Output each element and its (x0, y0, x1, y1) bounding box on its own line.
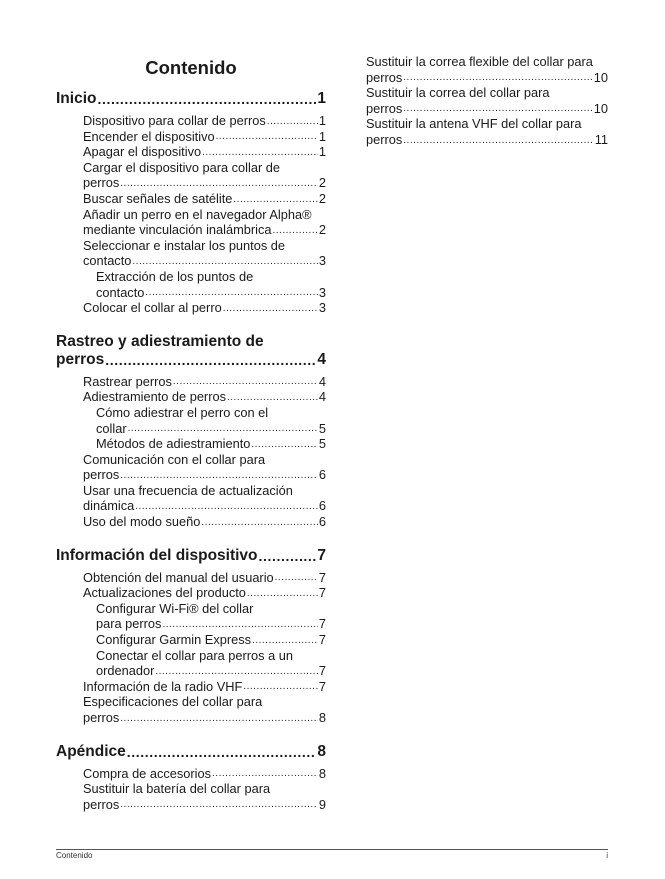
toc-entry-page: 10 (593, 100, 608, 116)
toc-entry[interactable] (83, 129, 326, 145)
toc-subentry[interactable] (96, 632, 326, 648)
dot-leader (223, 301, 318, 316)
dot-leader (267, 114, 318, 129)
toc-entry[interactable] (83, 679, 326, 695)
footer-divider (56, 849, 608, 850)
toc-entry-text: contacto (96, 284, 145, 300)
toc-entry-page: 6 (318, 498, 326, 514)
page-title: Contenido (145, 57, 237, 78)
toc-section-title: Inicio (56, 90, 97, 107)
dot-leader (403, 70, 592, 85)
toc-section-inicio (56, 90, 326, 316)
toc-entry-text-line1: Cargar el dispositivo para collar de (83, 159, 281, 175)
dot-leader (97, 91, 316, 108)
toc-entry[interactable] (83, 144, 326, 160)
dot-leader (251, 437, 318, 452)
toc-entry-text: para perros (96, 616, 162, 632)
toc-entry-text-line1: Conectar el collar para perros a un (96, 647, 294, 663)
toc-entry-text: Obtención del manual del usuario (83, 569, 274, 585)
toc-entry-text: perros (366, 131, 403, 147)
toc-entry-text-line1: Comunicación con el collar para (83, 451, 266, 467)
toc-entry[interactable] (83, 160, 326, 191)
toc-entry[interactable] (366, 54, 608, 85)
toc-left-column (56, 90, 326, 812)
dot-leader (105, 352, 316, 369)
dot-leader (247, 586, 318, 601)
toc-entry-page: 5 (318, 420, 326, 436)
toc-entry-page: 2 (318, 222, 326, 238)
toc-entry-page: 1 (318, 128, 326, 144)
toc-entry[interactable] (83, 452, 326, 483)
dot-leader (120, 176, 318, 191)
toc-entry-text: contacto (83, 253, 132, 269)
dot-leader (120, 468, 318, 483)
toc-entry-page: 8 (318, 710, 326, 725)
toc-section-title: perros (56, 350, 105, 368)
toc-subentry[interactable] (96, 601, 326, 632)
toc-entry[interactable] (83, 694, 326, 725)
toc-entry-text: perros (83, 796, 120, 812)
toc-entry-page: 3 (318, 284, 326, 300)
toc-entry-text: ordenador (96, 663, 155, 679)
dot-leader (173, 374, 318, 389)
dot-leader (403, 133, 593, 148)
toc-entry-page: 7 (318, 632, 326, 648)
toc-entry-page: 7 (318, 616, 326, 632)
dot-leader (120, 797, 318, 812)
dot-leader (201, 515, 317, 530)
toc-entry-text: Buscar señales de satélite (83, 190, 233, 206)
toc-entry[interactable] (83, 766, 326, 782)
dot-leader (155, 664, 318, 679)
toc-entry-text: Información de la radio VHF (83, 678, 243, 694)
toc-entry-text: Adiestramiento de perros (83, 389, 226, 405)
toc-entry-text-line1: Sustituir la correa del collar para (366, 85, 550, 101)
toc-entry-text-line1: Añadir un perro en el navegador Alpha® (83, 206, 312, 222)
dot-leader (233, 192, 317, 207)
toc-section-heading[interactable] (56, 90, 326, 108)
toc-section-rastreo (56, 333, 326, 530)
toc-entry-text: perros (83, 710, 120, 725)
toc-entry-page: 1 (318, 144, 326, 160)
toc-entry-page: 8 (318, 765, 326, 781)
toc-entry-text-line1: Usar una frecuencia de actualización (83, 482, 293, 498)
toc-subentry[interactable] (96, 648, 326, 679)
toc-entry-text: mediante vinculación inalámbrica (83, 222, 272, 238)
toc-section-title: Apéndice (56, 742, 126, 760)
toc-entry-text-line1: Sustituir la batería del collar para (83, 781, 271, 797)
toc-entry[interactable] (83, 781, 326, 812)
toc-entry-text: Rastrear perros (83, 373, 172, 389)
toc-subentry[interactable] (96, 436, 326, 452)
toc-entry-text: collar (96, 420, 127, 436)
toc-section-page: 8 (317, 742, 326, 760)
toc-section-informacion (56, 547, 326, 726)
toc-entry-text: Uso del modo sueño (83, 514, 201, 530)
dot-leader (216, 129, 318, 144)
dot-leader (403, 101, 592, 116)
toc-entry-page: 6 (318, 467, 326, 483)
toc-entry-page: 7 (318, 678, 326, 694)
footer-label: Contenido (56, 851, 93, 860)
dot-leader (252, 633, 318, 648)
toc-entry-page: 7 (318, 585, 326, 601)
dot-leader (212, 766, 318, 781)
toc-entry-page: 3 (318, 300, 326, 316)
toc-entry-page: 11 (594, 131, 608, 147)
toc-section-apendice (56, 743, 326, 813)
dot-leader (120, 711, 318, 726)
toc-section-page: 7 (317, 546, 326, 564)
toc-section-heading[interactable] (56, 351, 326, 369)
toc-entry-text-line1: Especificaciones del collar para (83, 694, 263, 710)
toc-entry-text-line1: Sustituir la antena VHF del collar para (366, 116, 582, 132)
toc-entry-page: 10 (593, 69, 608, 85)
toc-entry[interactable] (83, 585, 326, 601)
toc-entry[interactable] (83, 207, 326, 238)
dot-leader (162, 617, 317, 632)
toc-entry[interactable] (83, 374, 326, 390)
toc-entry[interactable] (83, 389, 326, 405)
toc-entry-text-line1: Configurar Wi‑Fi® del collar (96, 600, 254, 616)
toc-entry[interactable] (83, 514, 326, 530)
toc-entry-text-line1: Cómo adiestrar el perro con el (96, 404, 269, 420)
toc-entry-text: perros (83, 175, 120, 191)
toc-entry-text: perros (366, 69, 403, 85)
dot-leader (135, 499, 318, 514)
toc-entry[interactable] (83, 483, 326, 514)
toc-entry-page: 1 (318, 113, 326, 128)
toc-section-title-line1: Rastreo y adiestramiento de (56, 332, 264, 350)
toc-section-heading[interactable] (56, 743, 326, 761)
toc-entry-text: Compra de accesorios (83, 765, 212, 781)
toc-entry[interactable] (83, 113, 326, 129)
toc-entry-page: 4 (318, 389, 326, 405)
dot-leader (127, 744, 317, 761)
toc-entry-text-line1: Seleccionar e instalar los puntos de (83, 237, 286, 253)
toc-entry[interactable] (83, 570, 326, 586)
dot-leader (202, 145, 318, 160)
toc-entry-text: Métodos de adiestramiento (96, 436, 251, 452)
toc-entry-page: 7 (318, 663, 326, 679)
toc-entry-page: 2 (318, 190, 326, 206)
toc-entry-page: 5 (318, 436, 326, 452)
toc-right-column (366, 54, 608, 148)
toc-entry-page: 4 (318, 373, 326, 389)
toc-entry[interactable] (83, 300, 326, 316)
toc-entry-text: Dispositivo para collar de perros (83, 113, 266, 128)
toc-entry[interactable] (83, 191, 326, 207)
dot-leader (227, 390, 318, 405)
toc-entry-text: Apagar el dispositivo (83, 144, 202, 160)
toc-entry-text-line1: Sustituir la correa flexible del collar para (366, 54, 593, 69)
toc-entry-text: dinámica (83, 498, 135, 514)
dot-leader (132, 254, 317, 269)
toc-entry[interactable] (366, 85, 608, 116)
toc-entry-page: 2 (318, 175, 326, 191)
dot-leader (273, 223, 318, 238)
toc-section-title: Información del dispositivo (56, 546, 258, 564)
toc-subentry[interactable] (96, 405, 326, 436)
dot-leader (145, 285, 317, 300)
toc-entry[interactable] (366, 116, 608, 147)
toc-section-page: 1 (317, 90, 326, 107)
toc-entry-text: Configurar Garmin Express (96, 632, 252, 648)
toc-entry-page: 9 (318, 796, 326, 812)
toc-section-heading[interactable] (56, 547, 326, 565)
dot-leader (259, 548, 317, 565)
dot-leader (243, 679, 318, 694)
dot-leader (128, 421, 318, 436)
toc-entry-page: 6 (318, 514, 326, 530)
toc-entry-text-line1: Extracción de los puntos de (96, 268, 254, 284)
footer-page-number: i (606, 851, 608, 860)
toc-entry-text: Colocar el collar al perro (83, 300, 222, 316)
toc-entry-text: Encender el dispositivo (83, 128, 215, 144)
toc-entry-page: 3 (318, 253, 326, 269)
toc-section-page: 4 (317, 350, 326, 368)
toc-entry-text: Actualizaciones del producto (83, 585, 246, 601)
toc-entry-text: perros (83, 467, 120, 483)
toc-entry-text: perros (366, 100, 403, 116)
toc-entry-page: 7 (318, 569, 326, 585)
toc-entry[interactable] (83, 238, 326, 269)
dot-leader (275, 570, 318, 585)
toc-subentry[interactable] (96, 269, 326, 300)
